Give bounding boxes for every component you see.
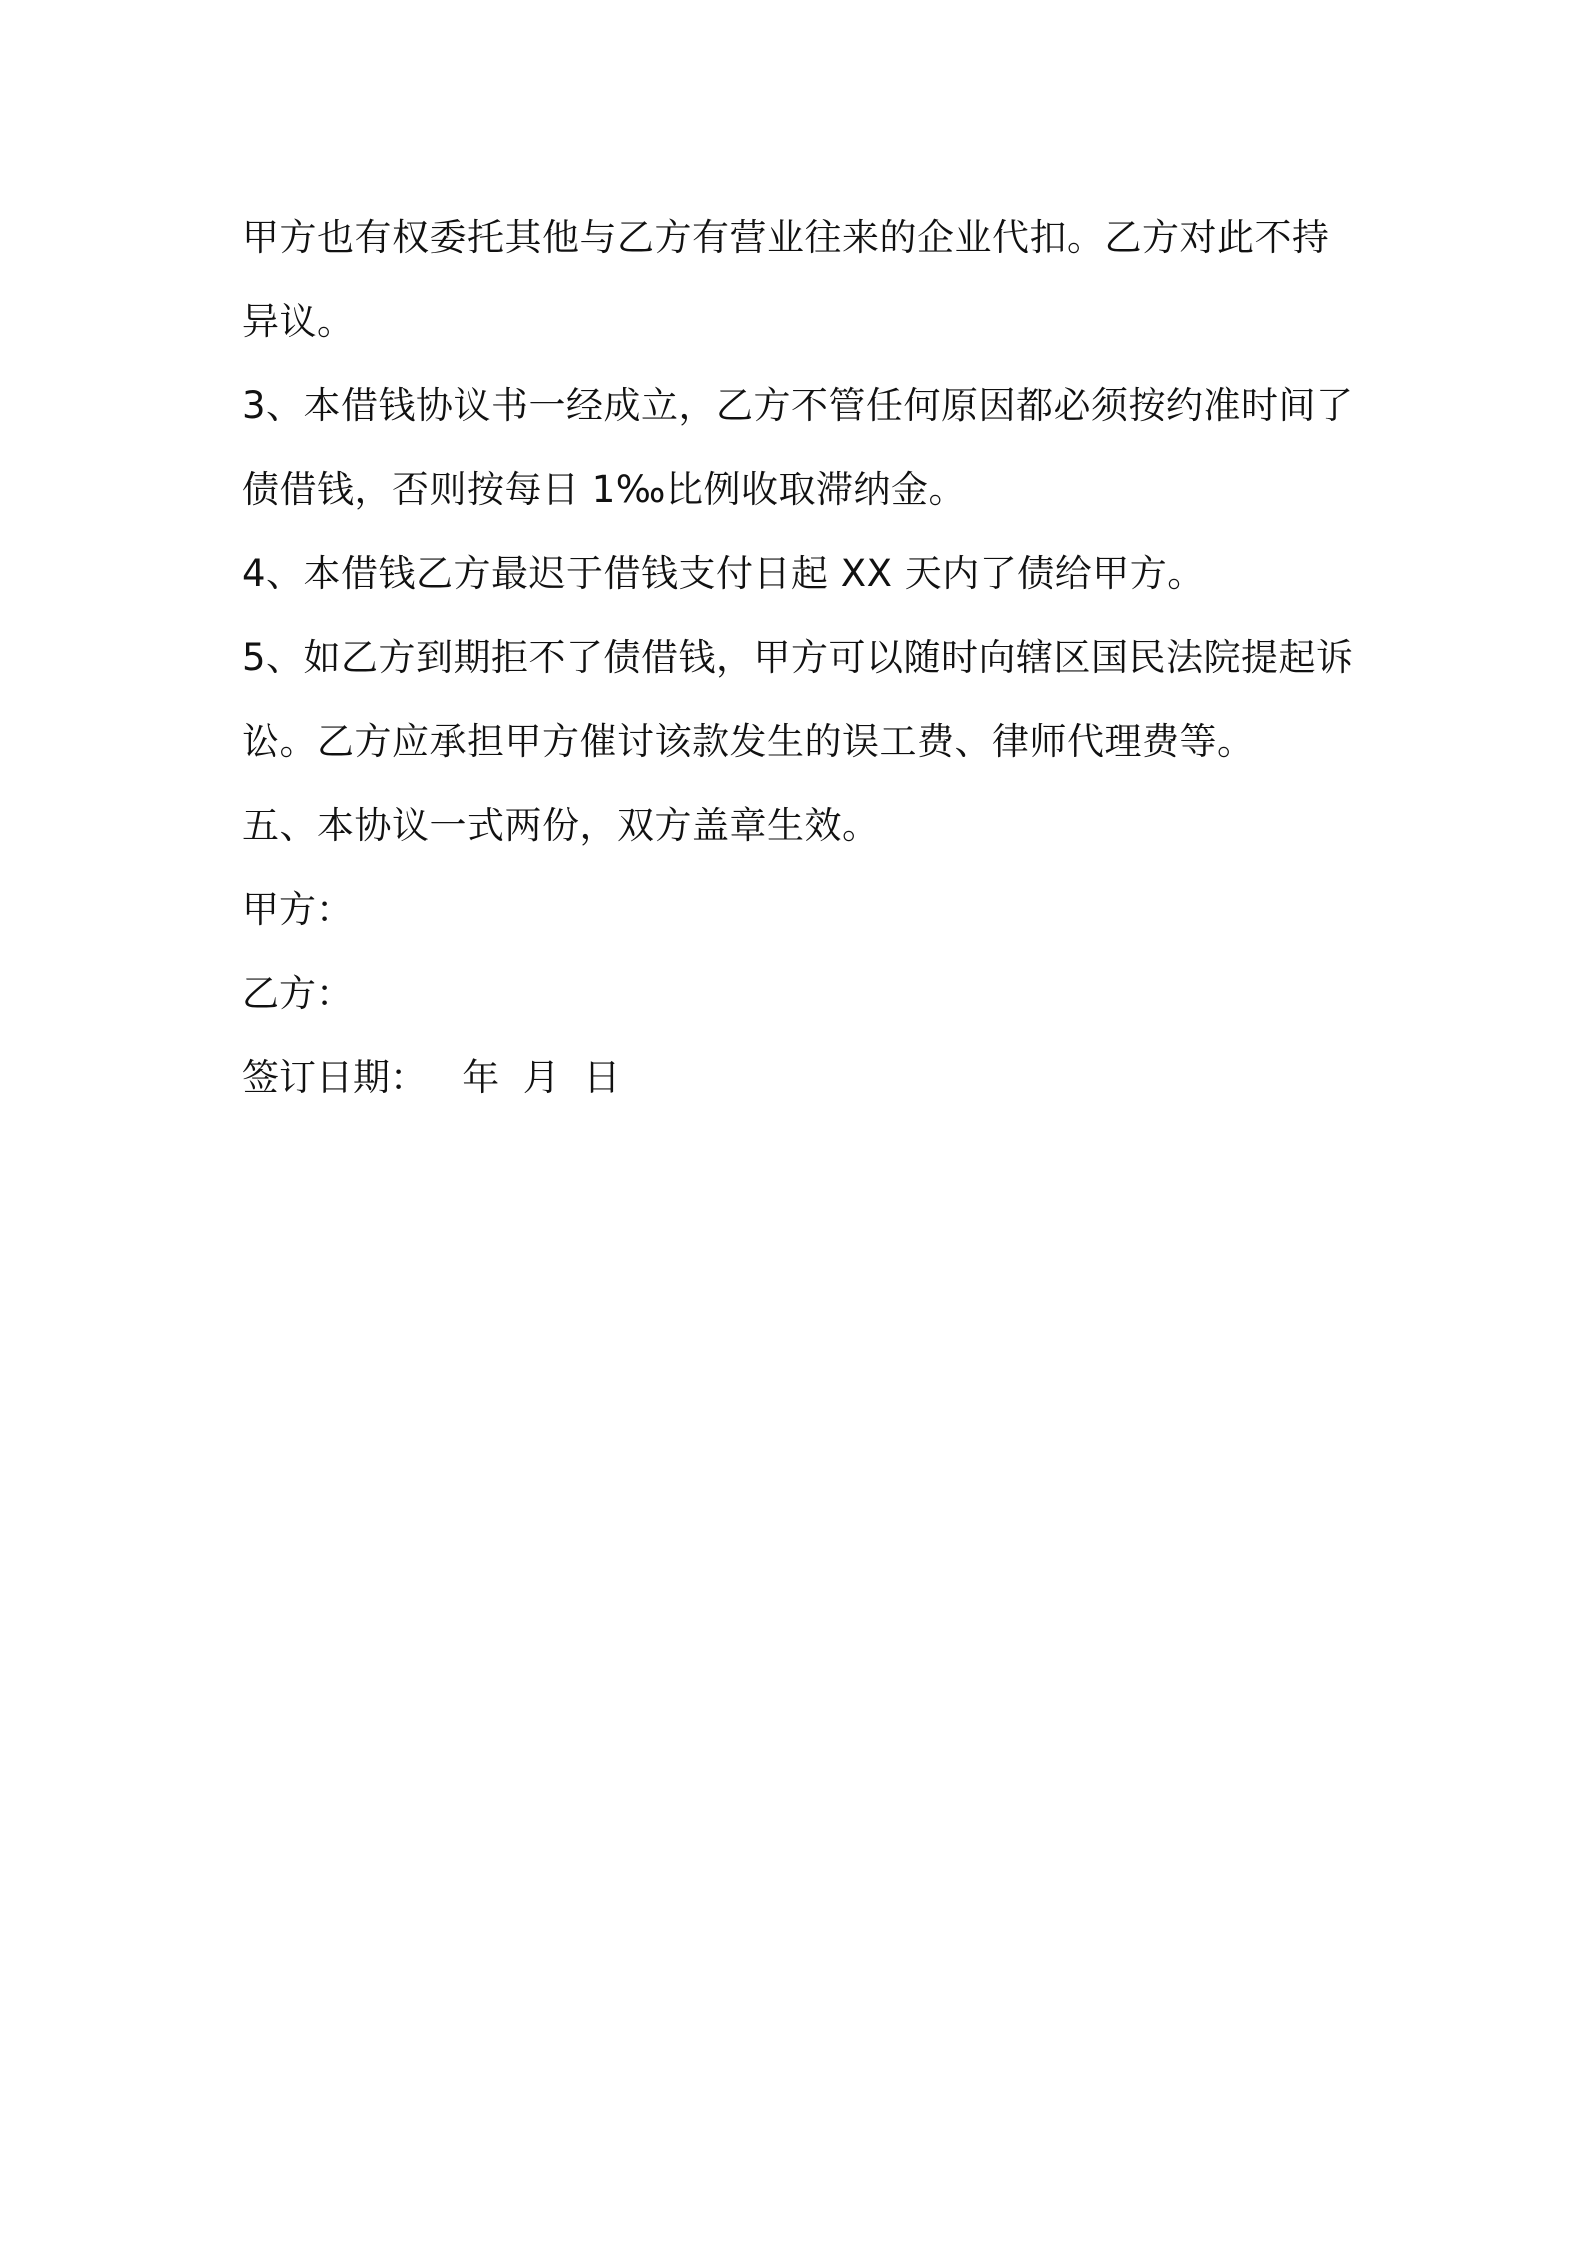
paragraph-clause-4: 4、本借钱乙方最迟于借钱支付日起 XX 天内了债给甲方。	[242, 552, 1205, 595]
party-b-label: 乙方：	[242, 972, 353, 1015]
paragraph-clause-5: 5、如乙方到期拒不了债借钱，甲方可以随时向辖区国民法院提起诉讼。乙方应承担甲方催讨该款发生的误工费、律师代理费等。	[242, 636, 1354, 763]
signing-date-label: 签订日期： 年 月 日	[242, 1056, 621, 1099]
paragraph-clause-3: 3、本借钱协议书一经成立，乙方不管任何原因都必须按约准时间了债借钱，否则按每日 1‰比例收取滞纳金。	[242, 384, 1354, 511]
document-body	[242, 196, 1362, 1120]
paragraph-withholding: 甲方也有权委托其他与乙方有营业往来的企业代扣。乙方对此不持异议。	[242, 216, 1330, 343]
party-a-label: 甲方：	[242, 888, 353, 931]
paragraph-section-5: 五、本协议一式两份，双方盖章生效。	[242, 804, 880, 847]
